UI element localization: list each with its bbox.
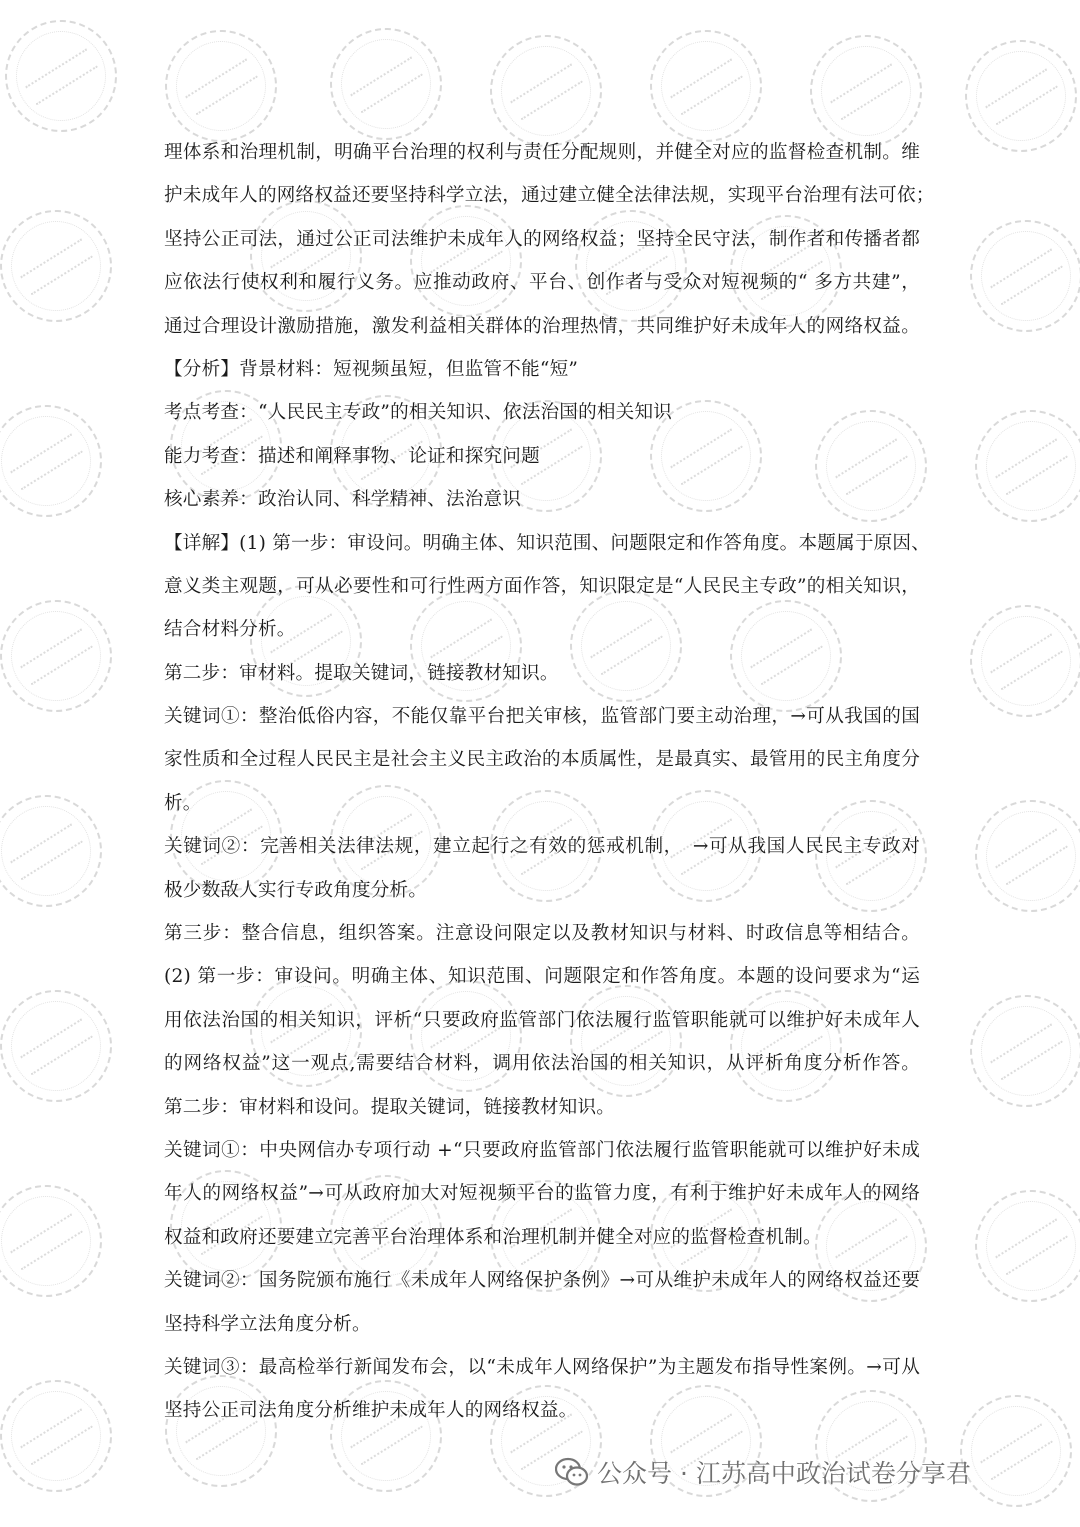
- watermark-stamp: [0, 969, 133, 1123]
- watermark-stamp: [0, 774, 123, 928]
- text-line: 极少数敌人实行专政角度分析。: [164, 879, 428, 901]
- text-line: 结合材料分析。: [164, 619, 296, 641]
- text-line: 通过合理设计激励措施，激发利益相关群体的治理热情，共同维护好未成年人的网络权益。: [164, 315, 920, 337]
- text-line: 意义类主观题，可从必要性和可行性两方面作答，知识限定是“人民民主专政”的相关知识，: [164, 575, 920, 597]
- text-line: 关键词③：最高检举行新闻发布会，以“未成年人网络保护”为主题发布指导性案例。→可从: [164, 1356, 920, 1378]
- watermark-stamp: [949, 199, 1080, 353]
- text-line: 坚持公正司法，通过公正司法维护未成年人的网络权益；坚持全民守法，制作者和传播者都: [164, 228, 920, 250]
- text-line: 坚持公正司法角度分析维护未成年人的网络权益。: [164, 1400, 578, 1422]
- text-line: 第二步：审材料。提取关键词，链接教材知识。: [164, 662, 559, 684]
- text-line: 权益和政府还要建立完善平台治理体系和治理机制并健全对应的监督检查机制。: [164, 1226, 822, 1248]
- text-line: 关键词①：中央网信办专项行动 +“只要政府监管部门依法履行监管职能就可以维护好未成: [164, 1139, 920, 1161]
- watermark-stamp: [944, 19, 1080, 173]
- watermark-stamp: [954, 1169, 1080, 1323]
- text-line: 用依法治国的相关知识，评析“只要政府监管部门依法履行监管职能就可以维护好未成年人: [164, 1009, 920, 1031]
- text-line: 能力考查：描述和阐释事物、论证和探究问题: [164, 445, 540, 467]
- wechat-icon: [555, 1457, 589, 1487]
- watermark-stamp: [939, 1374, 1080, 1527]
- watermark-stamp: [0, 384, 123, 538]
- text-line: 护未成年人的网络权益还要坚持科学立法，通过建立健全法律法规，实现平台治理有法可依；: [164, 185, 935, 207]
- watermark-stamp: [954, 779, 1080, 933]
- text-line: (2) 第一步：审设问。明确主体、知识范围、问题限定和作答角度。本题的设问要求为“运: [164, 966, 920, 988]
- text-line: 坚持科学立法角度分析。: [164, 1313, 371, 1335]
- watermark-stamp: [0, 189, 133, 343]
- document-body: [164, 131, 935, 1433]
- text-line: 家性质和全过程人民民主是社会主义民主政治的本质属性，是最真实、最管用的民主角度分: [164, 749, 920, 771]
- detail-heading: 【详解】(1) 第一步：审设问。明确主体、知识范围、问题限定和作答角度。本题属于原因、: [164, 532, 931, 554]
- watermark-stamp: [949, 974, 1080, 1128]
- text-line: 关键词②：完善相关法律法规，建立起行之有效的惩戒机制， →可从我国人民民主专政对: [164, 836, 920, 858]
- text-line: 第二步：审材料和设问。提取关键词，链接教材知识。: [164, 1096, 616, 1118]
- watermark-stamp: [949, 584, 1080, 738]
- text-line: 考点考查：“人民民主专政”的相关知识、依法治国的相关知识: [164, 402, 673, 424]
- watermark-stamp: [0, 1359, 133, 1513]
- text-line: 关键词②：国务院颁布施行《未成年人网络保护条例》→可从维护未成年人的网络权益还要: [164, 1270, 920, 1292]
- text-line: 析。: [164, 792, 202, 814]
- footer-watermark: [555, 1452, 971, 1492]
- text-line: 关键词①：整治低俗内容，不能仅靠平台把关审核，监管部门要主动治理，→可从我国的国: [164, 706, 920, 728]
- text-line: 年人的网络权益”→可从政府加大对短视频平台的监管力度，有利于维护好未成年人的网络: [164, 1183, 920, 1205]
- text-line: 应依法行使权利和履行义务。应推动政府、平台、创作者与受众对短视频的“ 多方共建”，: [164, 272, 920, 294]
- analysis-heading: 【分析】背景材料：短视频虽短，但监管不能“短”: [164, 358, 579, 380]
- watermark-stamp: [0, 1164, 123, 1318]
- text-line: 核心素养：政治认同、科学精神、法治意识: [164, 489, 522, 511]
- text-line: 的网络权益”这一观点,需要结合材料，调用依法治国的相关知识，从评析角度分析作答。: [164, 1053, 920, 1075]
- watermark-stamp: [954, 389, 1080, 543]
- text-line: 理体系和治理机制，明确平台治理的权利与责任分配规则，并健全对应的监督检查机制。维: [164, 142, 920, 163]
- watermark-stamp: [0, 0, 138, 153]
- footer-text: 公众号 · 江苏高中政治试卷分享君: [597, 1459, 971, 1488]
- watermark-stamp: [0, 579, 133, 733]
- text-line: 第三步：整合信息，组织答案。注意设问限定以及教材知识与材料、时政信息等相结合。: [164, 923, 920, 945]
